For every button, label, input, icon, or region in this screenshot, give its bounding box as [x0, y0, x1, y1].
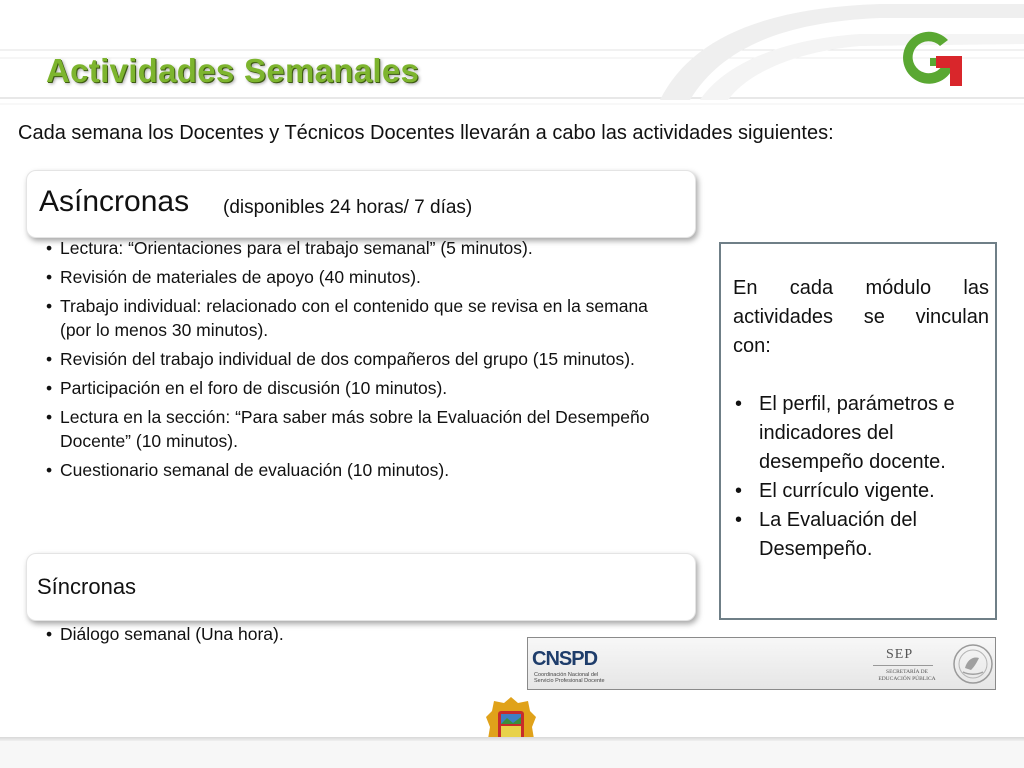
- modules-intro-line: con:: [733, 335, 771, 357]
- footer-band: [0, 741, 1024, 768]
- list-item: • El perfil, parámetros e indicadores del desempeño docente.: [733, 390, 991, 477]
- asincronas-availability: (disponibles 24 horas/ 7 días): [223, 197, 473, 218]
- list-item: • Cuestionario semanal de evaluación (10 minutos).: [44, 458, 654, 482]
- modules-list: [733, 390, 991, 564]
- institution-banner: [527, 637, 996, 690]
- list-item: • Trabajo individual: relacionado con el contenido que se revisa en la semana (por lo menos 30 minutos).: [44, 294, 654, 342]
- modules-intro: [733, 274, 989, 361]
- list-item: • Diálogo semanal (Una hora).: [44, 622, 284, 646]
- g-logo-icon: [896, 26, 966, 88]
- slide-title: Actividades Semanales: [46, 52, 420, 89]
- asincronas-heading: Asíncronas: [39, 185, 190, 218]
- asincronas-list: [44, 236, 654, 487]
- list-item: • Revisión de materiales de apoyo (40 minutos).: [44, 265, 654, 289]
- modules-intro-line: actividades se vinculan: [733, 306, 989, 328]
- asincronas-box: [26, 170, 696, 238]
- sincronas-list: [44, 622, 284, 646]
- list-item: • La Evaluación del Desempeño.: [733, 506, 991, 564]
- sep-subtitle: SECRETARÍA DE EDUCACIÓN PÚBLICA: [878, 669, 936, 682]
- sincronas-heading: Síncronas: [37, 574, 137, 599]
- modules-info-box: [719, 242, 997, 620]
- cnspd-subtitle: Coordinación Nacional del Servicio Profesional Docente: [534, 672, 605, 684]
- list-item: • Lectura en la sección: “Para saber más sobre la Evaluación del Desempeño Docente” (10 minutos).: [44, 405, 654, 453]
- mexican-coat-of-arms-icon: [951, 642, 995, 686]
- sep-divider: [873, 665, 933, 666]
- list-item: • El currículo vigente.: [733, 477, 991, 506]
- intro-text: Cada semana los Docentes y Técnicos Docentes llevarán a cabo las actividades siguientes:: [18, 122, 834, 144]
- sincronas-box: [26, 553, 696, 621]
- list-item: • Participación en el foro de discusión (10 minutos).: [44, 376, 654, 400]
- cnspd-logo: CNSPD: [532, 648, 598, 670]
- list-item: • Lectura: “Orientaciones para el trabajo semanal” (5 minutos).: [44, 236, 654, 260]
- modules-intro-line: En cada módulo las: [733, 277, 989, 299]
- sep-logo: SEP: [886, 647, 914, 662]
- list-item: • Revisión del trabajo individual de dos compañeros del grupo (15 minutos).: [44, 347, 654, 371]
